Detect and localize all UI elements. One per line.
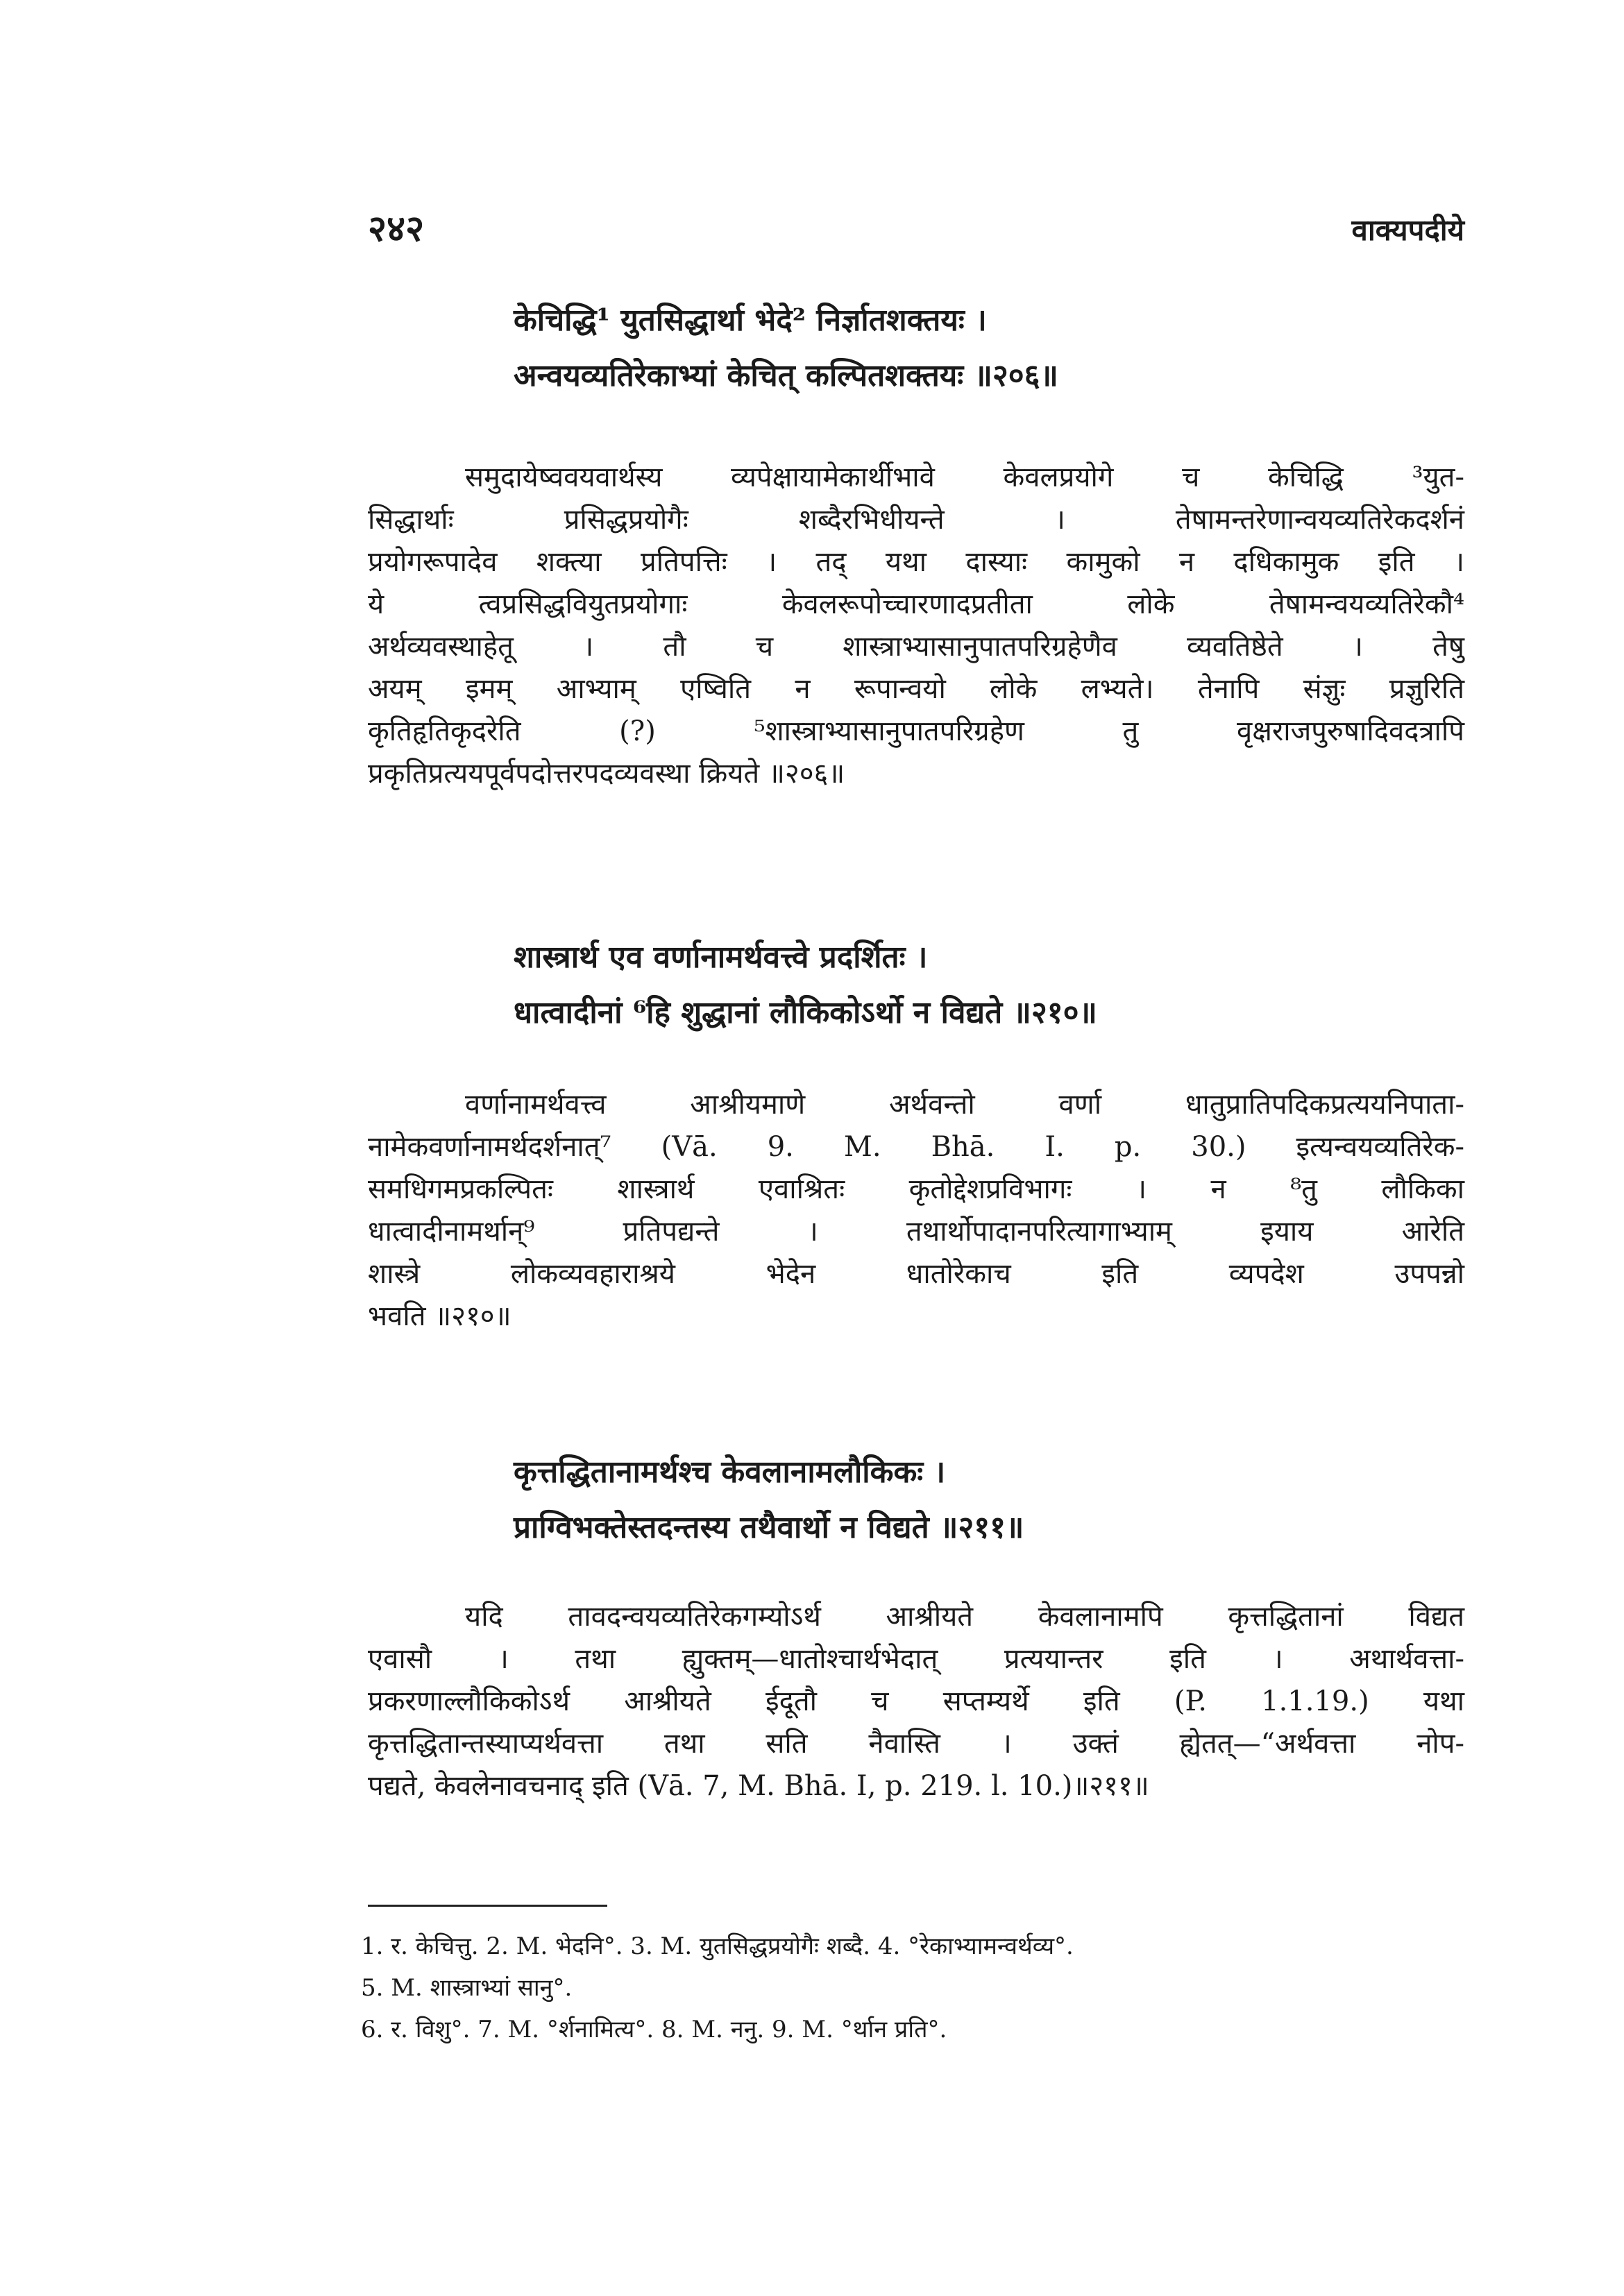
page-number: २४२ bbox=[368, 207, 425, 250]
book-title: वाक्यपदीये bbox=[1351, 213, 1464, 247]
verse-line: अन्वयव्यतिरेकाभ्यां केचित् कल्पितशक्तयः ॥२०६॥ bbox=[514, 358, 1058, 393]
commentary-line: पद्यते, केवलेनावचनाद् इति (Vā. 7, M. Bhā. I, p. 219. l. 10.)॥२११॥ bbox=[368, 1770, 1149, 1802]
commentary-line: कृतिहृतिकृदरेति (?) ⁵शास्त्राभ्यासानुपातपरिग्रहेण तु वृक्षराजपुरुषादिवदत्रापि bbox=[368, 715, 1464, 747]
commentary-209 bbox=[368, 457, 1464, 795]
verse-line: प्राग्विभक्तेस्तदन्तस्य तथैवार्थो न विद्यते ॥२११॥ bbox=[514, 1510, 1024, 1545]
commentary-line: धात्वादीनामर्थान्⁹ प्रतिपद्यन्ते । तथार्थोपादानपरित्यागाभ्याम् इयाय आरेति bbox=[368, 1216, 1464, 1248]
verse-210 bbox=[514, 930, 1485, 1041]
commentary-line: नामेकवर्णानामर्थदर्शनात्⁷ (Vā. 9. M. Bhā. I. p. 30.) इत्यन्वयव्यतिरेक- bbox=[368, 1131, 1464, 1163]
commentary-line: सिद्धार्थाः प्रसिद्धप्रयोगैः शब्दैरभिधीयन्ते । तेषामन्तरेणान्वयव्यतिरेकदर्शनं bbox=[368, 504, 1464, 536]
footnote-line: 6. र. विशु°. 7. M. °र्शनामित्य°. 8. M. ननु. 9. M. °र्थान प्रति°. bbox=[361, 2016, 947, 2043]
verse-209 bbox=[514, 293, 1485, 404]
verse-211 bbox=[514, 1445, 1485, 1556]
commentary-211 bbox=[368, 1596, 1464, 1808]
footnote-line: 1. र. केचित्तु. 2. M. भेदनि°. 3. M. युतसिद्धप्रयोगैः शब्दै. 4. °रेकाभ्यामन्वर्थव्य°. bbox=[361, 1932, 1074, 1960]
verse-line: कृत्तद्धितानामर्थश्च केवलानामलौकिकः । bbox=[514, 1454, 946, 1490]
verse-line: केचिद्धि¹ युतसिद्धार्था भेदे² निर्ज्ञातशक्तयः । bbox=[514, 303, 987, 338]
commentary-line: समधिगमप्रकल्पितः शास्त्रार्थ एवाश्रितः कृतोद्देशप्रविभागः । न ⁸तु लौकिका bbox=[368, 1173, 1464, 1205]
commentary-line: भवति ॥२१०॥ bbox=[368, 1300, 511, 1332]
commentary-line: वर्णानामर्थवत्त्व आश्रीयमाणे अर्थवन्तो वर्णा धातुप्रातिपदिकप्रत्ययनिपाता- bbox=[465, 1089, 1464, 1121]
footnote-line: 5. M. शास्त्राभ्यां सानु°. bbox=[361, 1974, 573, 2002]
commentary-line: यदि तावदन्वयव्यतिरेकगम्योऽर्थ आश्रीयते केवलानामपि कृत्तद्धितानां विद्यत bbox=[465, 1601, 1464, 1633]
verse-line: शास्त्रार्थ एव वर्णानामर्थवत्त्वे प्रदर्शितः । bbox=[514, 939, 928, 975]
commentary-line: प्रकरणाल्लौकिकोऽर्थ आश्रीयते ईदूतौ च सप्तम्यर्थे इति (P. 1.1.19.) यथा bbox=[368, 1685, 1464, 1717]
commentary-line: एवासौ । तथा ह्युक्तम्—धातोश्चार्थभेदात् प्रत्ययान्तर इति । अथार्थवत्ता- bbox=[368, 1643, 1464, 1675]
footnote-divider bbox=[368, 1905, 607, 1907]
commentary-line: प्रयोगरूपादेव शक्त्या प्रतिपत्तिः । तद् यथा दास्याः कामुको न दधिकामुक इति । bbox=[368, 546, 1464, 578]
footnotes bbox=[361, 1925, 1471, 2050]
commentary-line: ये त्वप्रसिद्धवियुतप्रयोगाः केवलरूपोच्चारणादप्रतीता लोके तेषामन्वयव्यतिरेकौ⁴ bbox=[368, 588, 1464, 620]
commentary-line: कृत्तद्धितान्तस्याप्यर्थवत्ता तथा सति नैवास्ति । उक्तं ह्येतत्—“अर्थवत्ता नोप- bbox=[368, 1728, 1464, 1760]
commentary-line: अर्थव्यवस्थाहेतू । तौ च शास्त्राभ्यासानुपातपरिग्रहेणैव व्यवतिष्ठेते । तेषु bbox=[368, 631, 1464, 663]
commentary-line: अयम् इमम् आभ्याम् एष्विति न रूपान्वयो लोके लभ्यते। तेनापि संज्ञुः प्रज्ञुरिति bbox=[368, 673, 1464, 705]
commentary-line: समुदायेष्ववयवार्थस्य व्यपेक्षायामेकार्थीभावे केवलप्रयोगे च केचिद्धि ³युत- bbox=[465, 461, 1464, 493]
commentary-210 bbox=[368, 1084, 1464, 1338]
verse-line: धात्वादीनां ⁶हि शुद्धानां लौकिकोऽर्थो न विद्यते ॥२१०॥ bbox=[514, 995, 1097, 1030]
commentary-line: शास्त्रे लोकव्यवहाराश्रये भेदेन धातोरेकाच इति व्यपदेश उपपन्नो bbox=[368, 1258, 1464, 1290]
commentary-line: प्रकृतिप्रत्ययपूर्वपदोत्तरपदव्यवस्था क्रियते ॥२०६॥ bbox=[368, 758, 845, 790]
running-header bbox=[368, 203, 1464, 258]
